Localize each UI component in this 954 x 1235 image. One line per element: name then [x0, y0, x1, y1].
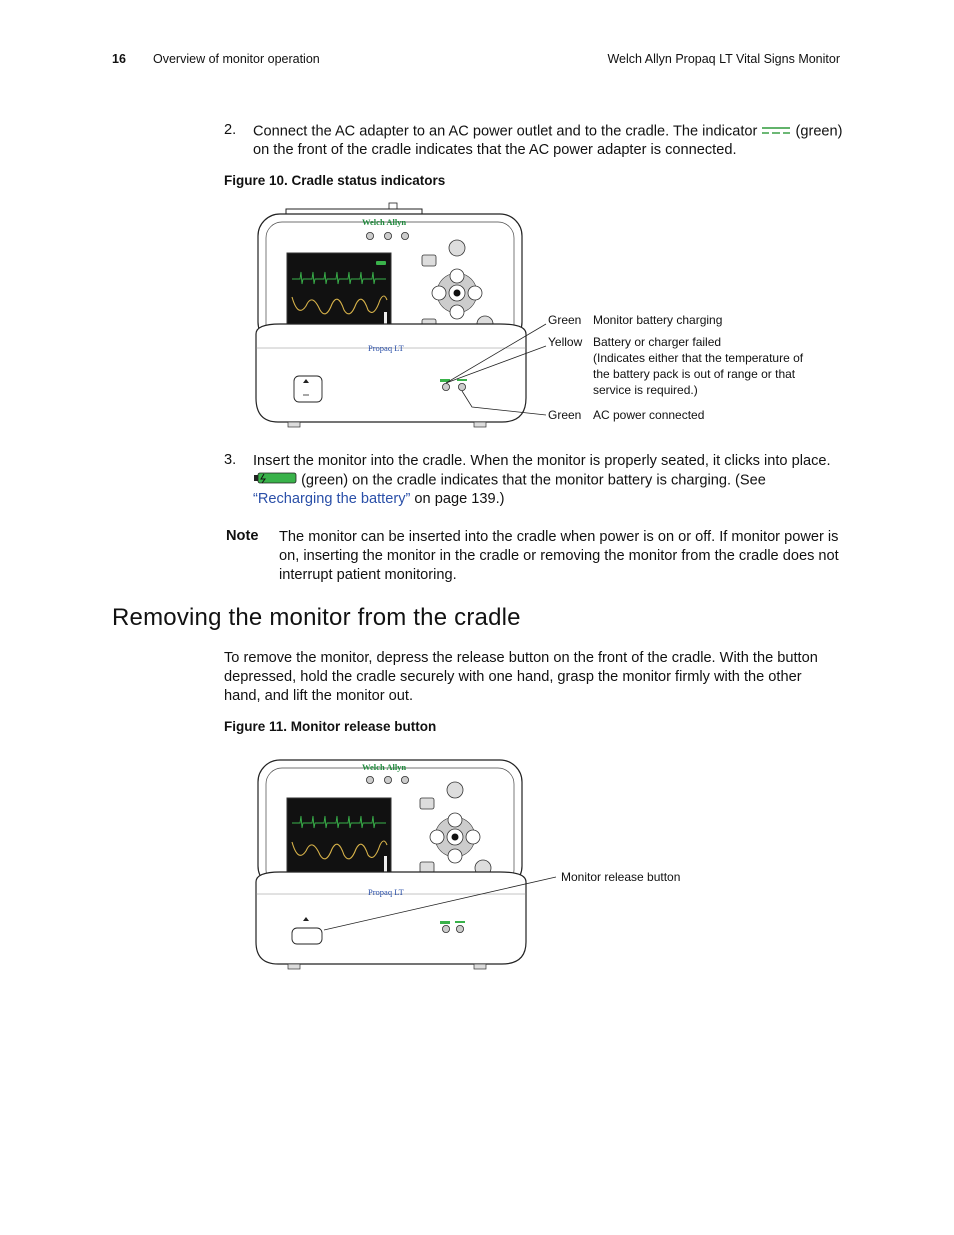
- section-body: To remove the monitor, depress the release button on the front of the cradle. With the button depressed, hold the cradle securely with one hand, grasp the monitor firmly with the other hand, and lift the monitor out.: [224, 650, 818, 704]
- step-2-text-a: Connect the AC adapter to an AC power outlet and to the cradle. The indicator: [253, 123, 758, 140]
- callout-1-desc: Monitor battery charging: [593, 313, 723, 327]
- monitor-brand-logo-2: Welch Allyn: [362, 762, 407, 772]
- callout-2-detail-1: (Indicates either that the temperature of: [593, 351, 804, 365]
- callout-2-desc: Battery or charger failed: [593, 335, 722, 349]
- figure-11-illustration: [250, 752, 690, 974]
- header-section: Overview of monitor operation: [153, 52, 320, 66]
- figure-10-illustration: [250, 200, 550, 432]
- cradle-model-label: Propaq LT: [368, 343, 404, 353]
- note-label: Note: [226, 528, 259, 544]
- callout-2-detail-3: service is required.): [593, 383, 698, 397]
- figure-11-caption: Figure 11. Monitor release button: [224, 719, 437, 734]
- section-heading: Removing the monitor from the cradle: [112, 604, 521, 631]
- callout-2-detail-2: the battery pack is out of range or that: [593, 367, 796, 381]
- battery-charging-icon: [253, 471, 297, 490]
- cradle-model-label-2: Propaq LT: [368, 887, 404, 897]
- page-number: 16: [112, 52, 126, 66]
- monitor-brand-logo: Welch Allyn: [362, 217, 407, 227]
- callout-2-color: Yellow: [548, 335, 583, 349]
- step-3-line1: Insert the monitor into the cradle. When the monitor is properly seated, it clicks into: [253, 453, 788, 469]
- step-2-number: 2.: [224, 122, 237, 138]
- callout-1-color: Green: [548, 313, 582, 327]
- step-2-text-b: (green) on the front of the cradle indicates that the AC power adapter is connected.: [253, 123, 843, 159]
- note-text: The monitor can be inserted into the cradle when power is on or off. If monitor power is on, inserting the monitor in the cradle or removing the monitor from the cradle does not interrupt patient monitoring.: [279, 529, 839, 583]
- header-doc-title: Welch Allyn Propaq LT Vital Signs Monitor: [607, 52, 840, 66]
- callout-3-desc: AC power connected: [593, 408, 705, 422]
- figure-10-caption: Figure 10. Cradle status indicators: [224, 173, 446, 188]
- recharging-battery-link[interactable]: “Recharging the battery”: [253, 491, 411, 508]
- step-3-place: place.: [791, 453, 831, 469]
- step-3-after-link: on page 139.): [410, 491, 505, 508]
- step-2-text: [253, 122, 843, 160]
- step-3-number: 3.: [224, 452, 237, 468]
- step-3-after-icon: (green) on the cradle indicates that the monitor battery is charging. (See: [301, 472, 766, 489]
- callout-3-color: Green: [548, 408, 582, 422]
- callout-release-button: Monitor release button: [561, 870, 681, 884]
- ac-power-icon: [761, 122, 791, 141]
- step-3-text: [253, 452, 843, 509]
